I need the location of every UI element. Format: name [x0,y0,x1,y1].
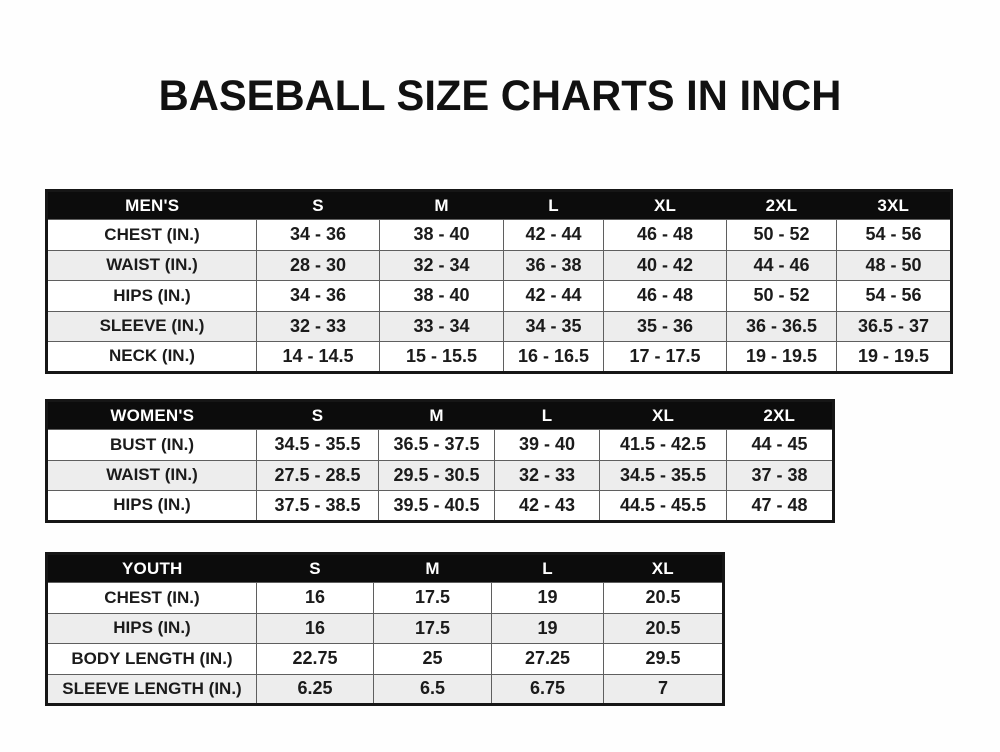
row-label: HIPS (IN.) [47,613,257,644]
row-label: HIPS (IN.) [47,491,257,522]
group-header: YOUTH [47,554,257,583]
size-value-cell: 33 - 34 [380,311,504,342]
size-column-header: XL [604,191,727,220]
size-column-header: L [495,401,600,430]
size-value-cell: 44 - 45 [727,430,834,461]
size-value-cell: 46 - 48 [604,220,727,251]
size-value-cell: 19 [492,613,604,644]
size-column-header: XL [600,401,727,430]
size-value-cell: 47 - 48 [727,491,834,522]
size-value-cell: 42 - 44 [504,220,604,251]
size-value-cell: 44 - 46 [727,250,837,281]
table-row [47,311,952,342]
size-value-cell: 34.5 - 35.5 [600,460,727,491]
size-value-cell: 20.5 [604,613,724,644]
size-value-cell: 27.25 [492,644,604,675]
row-label: SLEEVE (IN.) [47,311,257,342]
size-column-header: 2XL [727,401,834,430]
row-label: NECK (IN.) [47,342,257,373]
size-value-cell: 34 - 36 [257,220,380,251]
row-label: SLEEVE LENGTH (IN.) [47,674,257,705]
size-value-cell: 37 - 38 [727,460,834,491]
header-row [47,554,724,583]
size-value-cell: 36.5 - 37 [837,311,952,342]
size-value-cell: 22.75 [257,644,374,675]
size-value-cell: 42 - 43 [495,491,600,522]
size-value-cell: 38 - 40 [380,220,504,251]
row-label: WAIST (IN.) [47,460,257,491]
size-value-cell: 50 - 52 [727,281,837,312]
size-value-cell: 41.5 - 42.5 [600,430,727,461]
table-row [47,342,952,373]
size-column-header: XL [604,554,724,583]
row-label: HIPS (IN.) [47,281,257,312]
size-value-cell: 6.5 [374,674,492,705]
size-value-cell: 14 - 14.5 [257,342,380,373]
youth-size-table [45,552,725,706]
table-row [47,583,724,614]
row-label: WAIST (IN.) [47,250,257,281]
row-label: CHEST (IN.) [47,583,257,614]
size-column-header: S [257,401,379,430]
size-value-cell: 34.5 - 35.5 [257,430,379,461]
size-value-cell: 27.5 - 28.5 [257,460,379,491]
size-value-cell: 42 - 44 [504,281,604,312]
size-value-cell: 50 - 52 [727,220,837,251]
size-column-header: L [504,191,604,220]
size-value-cell: 6.75 [492,674,604,705]
size-value-cell: 29.5 [604,644,724,675]
table-row [47,250,952,281]
group-header: WOMEN'S [47,401,257,430]
size-column-header: L [492,554,604,583]
size-value-cell: 35 - 36 [604,311,727,342]
size-value-cell: 29.5 - 30.5 [379,460,495,491]
size-value-cell: 16 [257,613,374,644]
table-row [47,460,834,491]
group-header: MEN'S [47,191,257,220]
size-value-cell: 32 - 33 [495,460,600,491]
header-row [47,401,834,430]
size-value-cell: 46 - 48 [604,281,727,312]
size-column-header: M [379,401,495,430]
size-value-cell: 17.5 [374,613,492,644]
size-value-cell: 36.5 - 37.5 [379,430,495,461]
header-row [47,191,952,220]
size-value-cell: 44.5 - 45.5 [600,491,727,522]
table-row [47,491,834,522]
table-row [47,220,952,251]
size-column-header: M [374,554,492,583]
size-value-cell: 6.25 [257,674,374,705]
table-row [47,613,724,644]
table-row [47,674,724,705]
size-value-cell: 32 - 34 [380,250,504,281]
size-value-cell: 20.5 [604,583,724,614]
size-value-cell: 17.5 [374,583,492,614]
row-label: BODY LENGTH (IN.) [47,644,257,675]
table-row [47,430,834,461]
size-value-cell: 19 [492,583,604,614]
table-row [47,281,952,312]
size-value-cell: 25 [374,644,492,675]
size-column-header: 2XL [727,191,837,220]
size-value-cell: 17 - 17.5 [604,342,727,373]
size-value-cell: 39.5 - 40.5 [379,491,495,522]
size-value-cell: 34 - 35 [504,311,604,342]
size-column-header: 3XL [837,191,952,220]
size-value-cell: 28 - 30 [257,250,380,281]
size-value-cell: 54 - 56 [837,281,952,312]
size-value-cell: 36 - 38 [504,250,604,281]
womens-size-table [45,399,835,523]
row-label: BUST (IN.) [47,430,257,461]
size-column-header: M [380,191,504,220]
size-value-cell: 7 [604,674,724,705]
size-value-cell: 38 - 40 [380,281,504,312]
size-value-cell: 16 - 16.5 [504,342,604,373]
size-value-cell: 19 - 19.5 [727,342,837,373]
size-value-cell: 54 - 56 [837,220,952,251]
size-value-cell: 19 - 19.5 [837,342,952,373]
size-value-cell: 34 - 36 [257,281,380,312]
size-value-cell: 40 - 42 [604,250,727,281]
size-value-cell: 15 - 15.5 [380,342,504,373]
size-column-header: S [257,554,374,583]
table-row [47,644,724,675]
size-value-cell: 39 - 40 [495,430,600,461]
page-title: BASEBALL SIZE CHARTS IN INCH [158,72,842,120]
size-value-cell: 37.5 - 38.5 [257,491,379,522]
size-value-cell: 36 - 36.5 [727,311,837,342]
size-value-cell: 32 - 33 [257,311,380,342]
mens-size-table [45,189,953,374]
size-column-header: S [257,191,380,220]
size-value-cell: 16 [257,583,374,614]
row-label: CHEST (IN.) [47,220,257,251]
size-value-cell: 48 - 50 [837,250,952,281]
